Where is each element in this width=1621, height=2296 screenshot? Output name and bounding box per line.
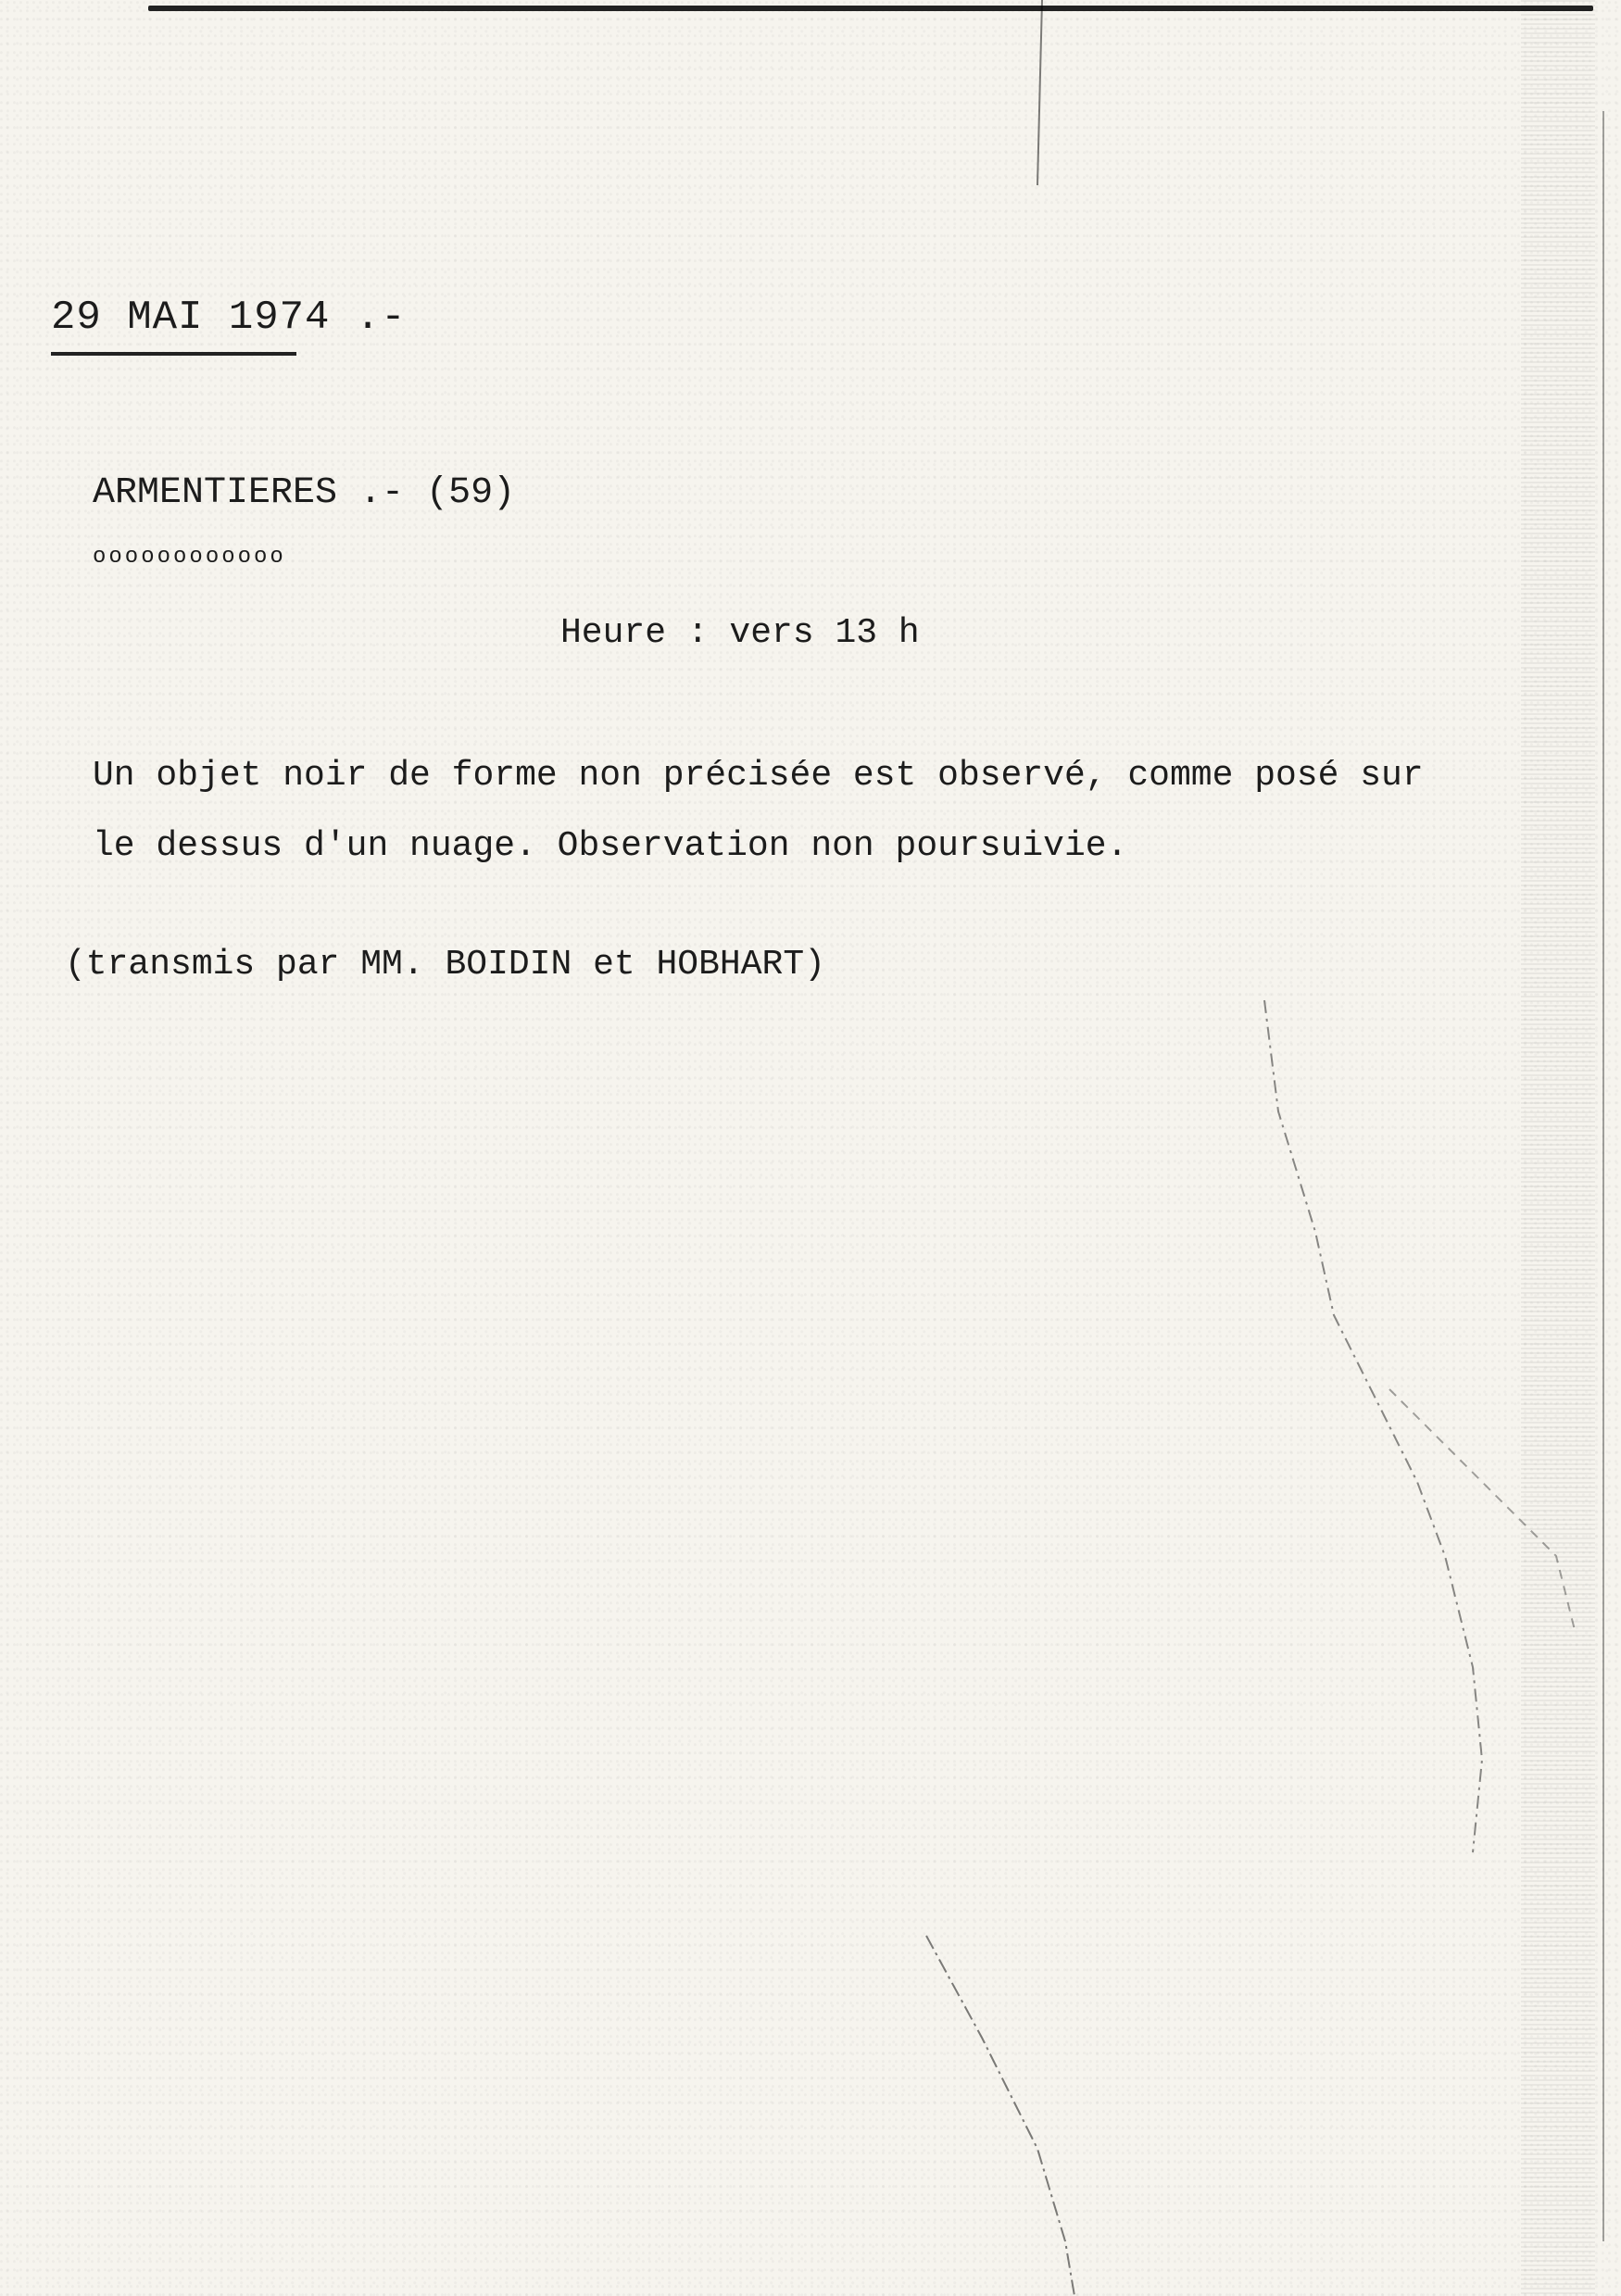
hour-line: Heure : vers 13 h bbox=[560, 613, 920, 653]
observation-paragraph bbox=[93, 741, 1501, 882]
date-heading: 29 MAI 1974 .- bbox=[51, 295, 407, 341]
location-heading: ARMENTIERES .- (59) bbox=[93, 472, 516, 514]
credit-line: (transmis par MM. BOIDIN et HOBHART) bbox=[65, 945, 825, 985]
location-underline: oooooooooooo bbox=[93, 545, 286, 570]
date-underline bbox=[51, 352, 296, 356]
paragraph-line: le dessus d'un nuage. Observation non poursuivie. bbox=[93, 826, 1128, 866]
paragraph-line: Un objet noir de forme non précisée est observé, comme posé sur bbox=[93, 756, 1424, 796]
